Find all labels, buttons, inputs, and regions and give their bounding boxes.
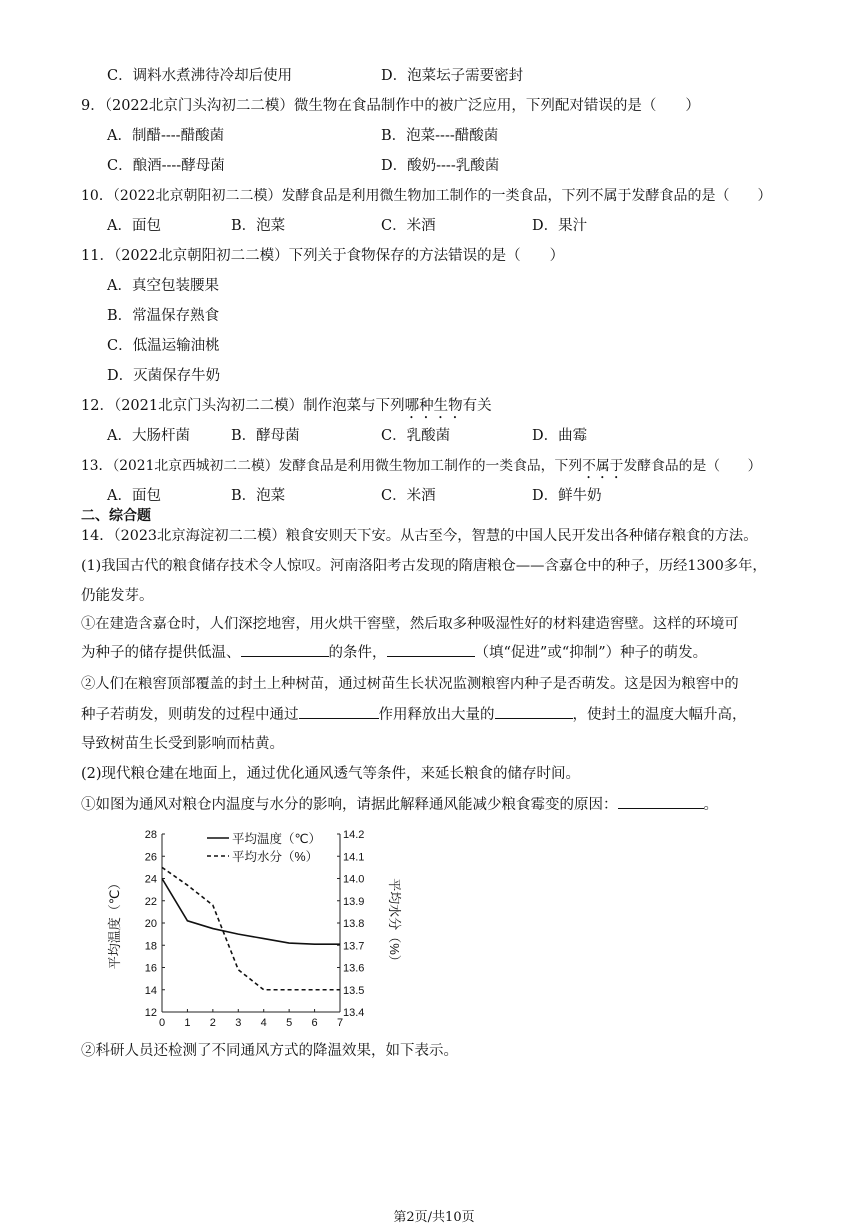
q13-stem-post: 发酵食品的是（ ） (623, 458, 762, 474)
x-tick-label: 5 (286, 1017, 293, 1029)
y-right-tick-label: 13.9 (343, 895, 365, 908)
q12-option-d: D．曲霉 (532, 428, 588, 444)
x-tick-label: 4 (260, 1017, 267, 1029)
chart-series (162, 867, 340, 989)
legend-label-2: 平均水分（%） (232, 850, 319, 864)
q12-stem-post: 有关 (462, 398, 492, 414)
y-right-axis-label: 平均水分（%） (387, 878, 402, 968)
y-right-tick-label: 14.1 (343, 851, 365, 864)
x-tick-label: 7 (336, 1017, 344, 1029)
q14-intro: 14．（2023北京海淀初二二模）粮食安则天下安。从古至今，智慧的中国人民开发出各种储存粮食的方法。 (81, 528, 758, 544)
q12-option-a: A．大肠杆菌 (107, 428, 190, 444)
legend-label-1: 平均温度（℃） (232, 832, 322, 846)
q11-option-a: A．真空包装腰果 (107, 278, 219, 294)
y-right-tick-label: 13.4 (343, 1007, 365, 1019)
q14-c2-line2 (81, 704, 747, 725)
q12-stem (81, 396, 492, 422)
y-right-tick-label: 13.8 (343, 918, 365, 930)
q11-option-b: B．常温保存熟食 (107, 308, 220, 324)
y-left-tick-label: 28 (144, 829, 157, 841)
q12-stem-emphasis: 哪种生物 (404, 398, 463, 414)
answer-blank-3[interactable] (299, 704, 379, 719)
y-right-tick-label: 14.2 (343, 829, 365, 841)
q10-option-b: B．泡菜 (231, 218, 286, 234)
q14-part2-c1 (81, 794, 718, 815)
answer-blank-1[interactable] (241, 642, 329, 657)
q14-c1-line2 (81, 642, 707, 663)
q10-option-d: D．果汁 (532, 218, 588, 234)
y-left-tick-label: 16 (144, 962, 157, 975)
x-tick-label: 0 (158, 1017, 166, 1029)
q9-option-b: B．泡菜----醋酸菌 (381, 128, 499, 144)
q14-part1-line1: (1)我国古代的粮食储存技术令人惊叹。河南洛阳考古发现的隋唐粮仓——含嘉仓中的种子，历经1300多年， (81, 558, 767, 574)
series-line-1 (162, 879, 340, 945)
q14-p2c1-text-a: ①如图为通风对粮仓内温度与水分的影响，请据此解释通风能减少粮食霉变的原因： (81, 797, 618, 813)
q13-option-d: D．鲜牛奶 (532, 488, 602, 504)
x-tick-label: 2 (209, 1017, 216, 1029)
y-right-ticks (337, 829, 364, 1019)
answer-blank-4[interactable] (495, 704, 573, 719)
y-right-tick-label: 13.6 (343, 962, 365, 975)
y-left-tick-label: 20 (144, 918, 157, 930)
page-footer: 第2页/共10页 (393, 1210, 475, 1225)
q9-option-a: A．制醋----醋酸菌 (107, 128, 225, 144)
q9-option-d: D．酸奶----乳酸菌 (381, 158, 500, 174)
y-left-tick-label: 26 (144, 851, 157, 864)
q14-c2-text-b: 作用释放出大量的 (378, 707, 495, 723)
y-right-tick-label: 14.0 (343, 873, 365, 886)
q14-c1-text-c: （填“促进”或“抑制”）种子的萌发。 (474, 645, 708, 661)
q12-stem-pre: 12．（2021北京门头沟初二二模）制作泡菜与下列 (81, 398, 405, 414)
section-heading: 二、综合题 (81, 508, 151, 524)
x-tick-label: 6 (311, 1017, 318, 1029)
q13-option-b: B．泡菜 (231, 488, 286, 504)
q10-option-c: C．米酒 (381, 218, 436, 234)
chart-legend (207, 831, 321, 864)
q13-option-c: C．米酒 (381, 488, 436, 504)
q13-stem (81, 456, 761, 482)
series-line-2 (162, 867, 340, 989)
q11-option-d: D．灭菌保存牛奶 (107, 368, 221, 384)
q14-c1-text-a: 为种子的储存提供低温、 (81, 645, 241, 661)
q9-stem: 9．（2022北京门头沟初二二模）微生物在食品制作中的被广泛应用，下列配对错误的是（ ） (81, 98, 700, 114)
q13-stem-pre: 13．（2021北京西城初二二模）发酵食品是利用微生物加工制作的一类食品，下列 (81, 458, 583, 474)
y-right-tick-label: 13.7 (343, 940, 365, 953)
q8-option-d: D．泡菜坛子需要密封 (381, 68, 524, 84)
y-left-tick-label: 24 (144, 873, 157, 886)
y-left-tick-label: 12 (144, 1007, 157, 1019)
q10-option-a: A．面包 (107, 218, 161, 234)
x-tick-label: 1 (184, 1017, 191, 1029)
q13-option-a: A．面包 (107, 488, 161, 504)
y-left-tick-label: 14 (144, 984, 157, 997)
q9-option-c: C．酿酒----酵母菌 (107, 158, 225, 174)
x-tick-label: 3 (235, 1017, 242, 1029)
q14-p2c1-text-b: 。 (703, 797, 718, 813)
q12-option-c: C．乳酸菌 (381, 428, 451, 444)
q14-c2-line1: ②人们在粮窖顶部覆盖的封土上种树苗，通过树苗生长状况监测粮窖内种子是否萌发。这是因为粮窖中的 (81, 676, 739, 692)
y-left-tick-label: 18 (144, 940, 157, 953)
q14-c2-text-c: ，使封土的温度大幅升高， (572, 707, 747, 723)
y-right-tick-label: 13.5 (343, 984, 365, 997)
answer-blank-5[interactable] (618, 794, 704, 809)
q14-part2-line1: (2)现代粮仓建在地面上，通过优化通风透气等条件，来延长粮食的储存时间。 (81, 766, 581, 782)
y-left-tick-label: 22 (144, 895, 157, 908)
q14-part2-c2: ②科研人员还检测了不同通风方式的降温效果，如下表示。 (81, 1043, 458, 1059)
q14-c2-line3: 导致树苗生长受到影响而枯黄。 (81, 736, 284, 752)
answer-blank-2[interactable] (387, 642, 475, 657)
q14-c2-text-a: 种子若萌发，则萌发的过程中通过 (81, 707, 299, 723)
q11-option-c: C．低温运输油桃 (107, 338, 220, 354)
q11-stem: 11．（2022北京朝阳初二二模）下列关于食物保存的方法错误的是（ ） (81, 248, 565, 264)
q13-stem-emphasis: 不属于 (582, 458, 624, 474)
q14-part1-line2: 仍能发芽。 (81, 588, 154, 604)
q14-c1-text-b: 的条件， (328, 645, 387, 661)
ventilation-chart (95, 822, 415, 1034)
q10-stem: 10．（2022北京朝阳初二二模）发酵食品是利用微生物加工制作的一类食品，下列不属于发酵食品的是（ ） (81, 188, 772, 204)
q14-c1-line1: ①在建造含嘉仓时，人们深挖地窖，用火烘干窖壁，然后取多种吸湿性好的材料建造窖壁。这样的环境可 (81, 616, 739, 632)
y-left-axis-label: 平均温度（℃） (107, 876, 122, 970)
q8-option-c: C．调料水煮沸待冷却后使用 (107, 68, 293, 84)
q12-option-b: B．酵母菌 (231, 428, 300, 444)
